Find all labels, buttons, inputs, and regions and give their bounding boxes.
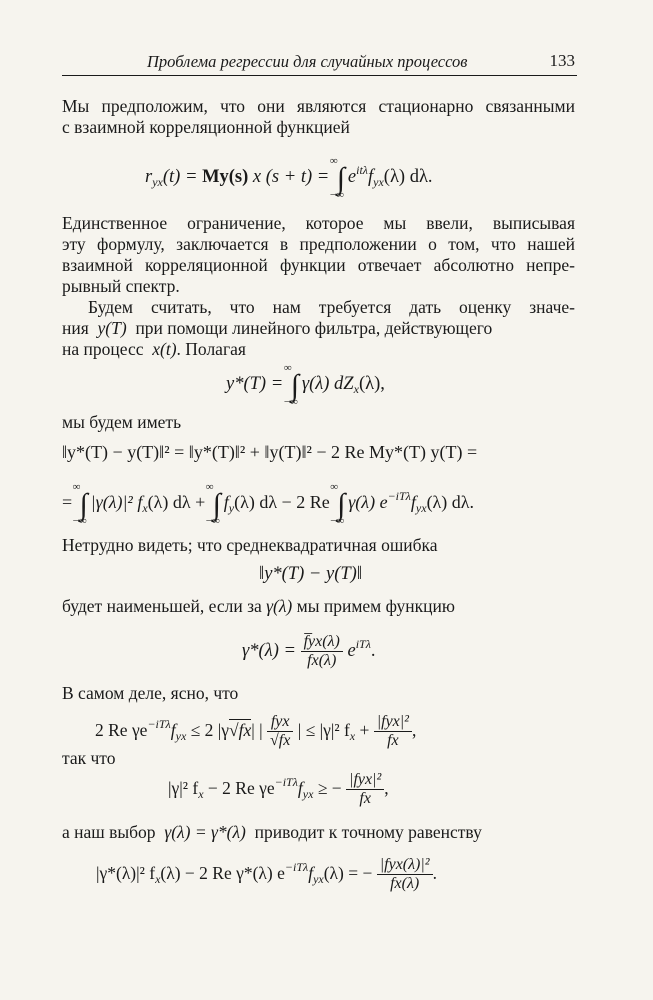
equation-final: |γ*(λ)|² $f_x(\lambda) - 2$ Re γ*(λ) $e^{-iT\lambda}f_{yx}(\lambda)$ = − $\frac{\text{|fyx(λ)|²}}{fx(\lambda)}$ . [96, 856, 437, 893]
text-line: так что [62, 748, 116, 768]
equation-norm: ‖y*(T) − y(T)‖ [259, 564, 363, 584]
text-line: В самом деле, ясно, что [62, 683, 239, 703]
equation-cross-correlation: $r_{yx}(t) = My(s)$ x (s + t) = ∫ ∞ −∞ $e^{it\lambda}f_{yx}(\lambda)$ dλ. [145, 155, 433, 201]
text-line: а наш выбор γ(λ) = γ*(λ) приводит к точному равенству [62, 822, 482, 842]
text-line: Будем считать, что нам требуется дать оценку значе- [88, 297, 575, 317]
text-line: Мы предположим, что они являются стационарно связанными [62, 96, 575, 116]
text-line: Единственное ограничение, которое мы ввели, выписывая [62, 213, 575, 233]
text-line: ния y(T) при помощи линейного фильтра, действующего [62, 318, 493, 338]
text-line: взаимной корреляционной функции отвечает абсолютно непре- [62, 255, 575, 275]
text-line: будет наименьшей, если за γ(λ) мы примем функцию [62, 596, 455, 616]
equation-filter: y*(T) = ∫ ∞ −∞ γ(λ) $dZ_x(\lambda)$, [226, 362, 385, 408]
equation-inequality: 2 Re $\gamma e^{-iT\lambda}f_{yx} \le 2$ |γ√fx| | $\frac{\text{fyx}}{√fx}$ | ≤ |γ|² $f_x$ + $\frac{\text{|fyx|²}}{fx}$ , [95, 713, 417, 750]
equation-optimal: γ*(λ) = $\frac{f̅yx(\lambda)}{fx(\lambda)}$ $e^{iT\lambda}$. [242, 633, 376, 670]
equation-error-line2: = ∫ ∞ −∞ |γ(λ)|² $f_x(\lambda) d\lambda$ + ∫ ∞ −∞ $f_y(\lambda) d\lambda - 2$ Re ∫ ∞ −∞ γ(λ) $e^{-iT\lambda}f_{yx}(\lambda)$ dλ. [62, 481, 475, 527]
text-line: с взаимной корреляционной функцией [62, 117, 350, 137]
header-rule [62, 75, 577, 76]
text-line: рывный спектр. [62, 276, 180, 296]
equation-error-line1: ‖y*(T) − y(T)‖² = ‖y*(T)‖² + ‖y(T)‖² − 2 Re My*(T) y(T) = [62, 442, 478, 462]
running-title: Проблема регрессии для случайных процессов [147, 52, 468, 71]
text-line: на процесс x(t). Полагая [62, 339, 246, 359]
page-number: 133 [549, 51, 575, 70]
text-line: Нетрудно видеть; что среднеквадратичная ошибка [62, 535, 438, 555]
equation-so-that: |γ|² $f_x - 2$ Re $\gamma e^{-iT\lambda}f_{yx}$ ≥ − $\frac{\text{|fyx|²}}{fx}$ , [168, 771, 389, 808]
running-header [62, 50, 577, 74]
text-line: эту формулу, заключается в предположении о том, что нашей [62, 234, 575, 254]
text-line: мы будем иметь [62, 412, 182, 432]
